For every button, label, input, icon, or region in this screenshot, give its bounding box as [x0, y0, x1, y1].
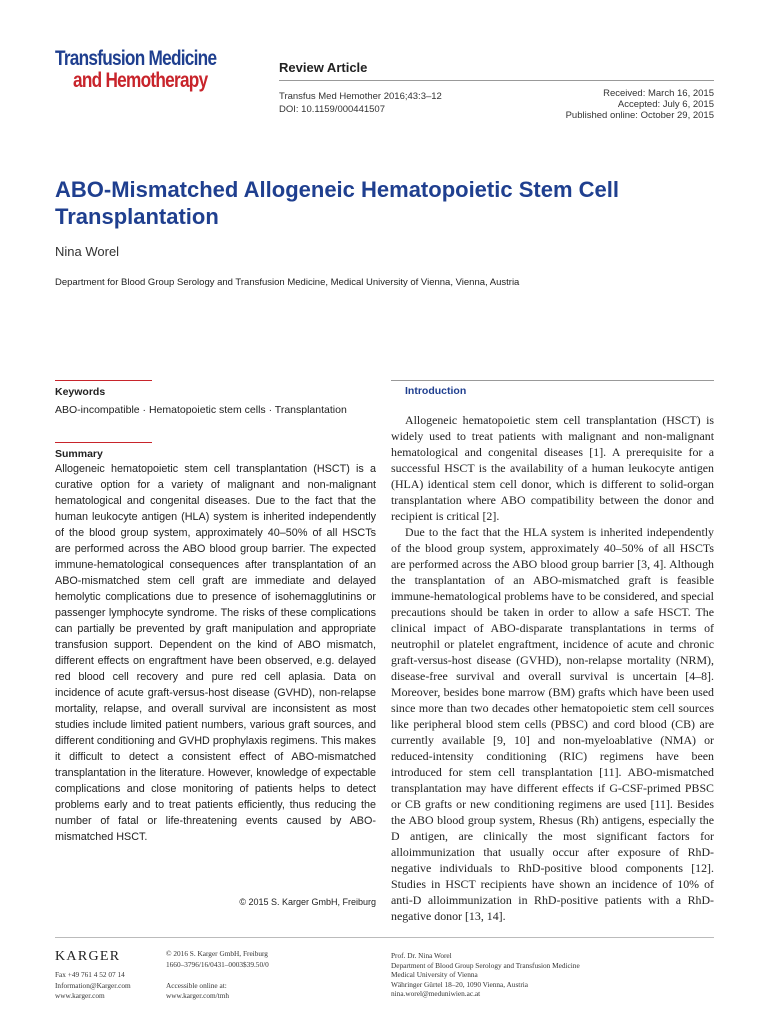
- correspondence-name: Prof. Dr. Nina Worel: [391, 951, 452, 960]
- summary-text: Allogeneic hematopoietic stem cell transplantation (HSCT) is a curative option for a variety of malignant and non-malignant hematological and congenital diseases. Due to the fact that the human leukocyte antigen (HLA) system is inherited independently of the blood group system, approximately 40–50% of all HSCTs are performed across the ABO blood group barrier. The expected immune-hematological consequences after transplantation of an ABO-mismatched stem cell graft are immediate and delayed hemolytic complications due to presence of isohemagglutinins or passenger lymphocyte syndrome. The risks of these complications can partially be prevented by graft manipulation and appropriate transfusion support. Dependent on the kind of ABO mismatch, different effects on engraftment have been observed, e.g. delayed red blood cell recovery and pure red cell aplasia. Data on incidence of acute graft-versus-host disease (GVHD), non-relapse mortality, relapse, and overall survival are inconsistent as most studies include limited patient numbers, various graft sources, and different conditioning and GVHD prophylaxis regimens. This makes it difficult to detect a consistent effect of ABO-mismatched transplantation in the literature. However, knowledge of expectable complications and close monitoring of patients helps to detect problems early and to treat patients efficiently, thus reducing the number of fatal or life-threatening events caused by ABO-mismatched HSCT.: [55, 463, 376, 843]
- correspondence-university: Medical University of Vienna: [391, 970, 478, 980]
- karger-logo: KARGER: [55, 949, 121, 964]
- received-date: Received: March 16, 2015: [603, 88, 714, 99]
- published-date: Published online: October 29, 2015: [565, 110, 714, 121]
- correspondence-department: Department of Blood Group Serology and Transfusion Medicine: [391, 960, 580, 970]
- publisher-email[interactable]: Information@Karger.com: [55, 980, 131, 990]
- author-name: Nina Worel: [55, 244, 120, 259]
- footer-divider: [55, 937, 714, 938]
- introduction-paragraph-1: Allogeneic hematopoietic stem cell transplantation (HSCT) is widely used to treat patients with malignant and non-malignant hematological and congenital diseases [1]. A prerequisite for a successful HSCT is the availability of a human leukocyte antigen (HLA) identical stem cell donor, which is different to solid-organ transplantation where ABO compatibility between the donor and recipient is critical [2].: [391, 413, 714, 523]
- keywords-text: ABO-incompatible · Hematopoietic stem cells · Transplantation: [55, 404, 347, 416]
- summary-heading: Summary: [55, 448, 103, 460]
- introduction-paragraph-2: Due to the fact that the HLA system is inherited independently of the blood group system, approximately 40–50% of all HSCTs are performed across the ABO blood group barrier [3, 4]. Although the transplantation of an ABO-mismatched graft is feasible immune-hematological problems have to be considered, and special precautions should be taken in order to allow a safe HSCT. The clinical impact of ABO-disparate transplantations in terms of neutrophil or platelet engraftment, incidence of acute and chronic graft-versus-host disease (GVHD), non-relapse mortality (NRM), disease-free survival and overall survival is uncertain [4–8]. Moreover, besides bone marrow (BM) grafts which have been used since more than two decades other hematopoietic stem cell sources like peripheral blood stem cells (PBSC) and cord blood (CB) are currently available [9, 10] and non-myeloablative (NMA) or reduced-intensity conditioning (RIC) regimens have been introduced for stem cell transplantation [11]. ABO-mismatched transplantation may have different effects if G-CSF-primed PBSC or CB grafts or new conditioning regimens are used [11]. Besides the ABO blood group system, Rhesus (Rh) antigens, especially the D antigen, are clinically the most significant factors for alloimmunization that usually occur after exposure of RhD-negative individuals to RhD-positive blood components [12]. Studies in HSCT recipients have shown an incidence of 10% of anti-D alloimmunization in RhD-positive patients with a RhD-negative donor [13, 14].: [391, 525, 714, 923]
- publisher-website[interactable]: www.karger.com: [55, 991, 105, 1000]
- introduction-body: [391, 412, 714, 924]
- article-type: Review Article: [279, 60, 368, 75]
- article-title: ABO-Mismatched Allogeneic Hematopoietic Stem Cell Transplantation: [55, 177, 619, 229]
- footer-copyright: © 2016 S. Karger GmbH, Freiburg: [166, 949, 268, 958]
- header-divider: [279, 80, 714, 81]
- citation: Transfus Med Hemother 2016;43:3–12: [279, 91, 442, 102]
- accessible-url[interactable]: www.karger.com/tmh: [166, 991, 230, 1000]
- keywords-heading: Keywords: [55, 386, 106, 398]
- keywords-rule: [55, 380, 152, 381]
- publisher-fax: Fax +49 761 4 52 07 14: [55, 970, 125, 979]
- issn: 1660–3796/16/0431–0003$39.50/0: [166, 959, 269, 969]
- correspondence-street: Währinger Gürtel 18–20, 1090 Vienna, Austria: [391, 979, 529, 989]
- publication-dates: [566, 88, 714, 121]
- accessible-label: Accessible online at:: [166, 980, 227, 990]
- publisher-contact: [55, 970, 131, 1002]
- journal-logo-line2: and Hemotherapy: [73, 69, 208, 92]
- summary-copyright: © 2015 S. Karger GmbH, Freiburg: [239, 897, 376, 907]
- author-affiliation: Department for Blood Group Serology and Transfusion Medicine, Medical University of Vienna, Vienna, Austria: [55, 277, 520, 288]
- summary-rule: [55, 442, 152, 443]
- correspondence-address: [391, 951, 580, 999]
- journal-logo-line1: Transfusion Medicine: [55, 47, 217, 70]
- accepted-date: Accepted: July 6, 2015: [617, 99, 714, 110]
- doi-link[interactable]: DOI: 10.1159/000441507: [279, 104, 385, 115]
- introduction-rule: [391, 380, 714, 381]
- journal-logo: [55, 48, 215, 92]
- publication-info: [166, 949, 269, 1002]
- citation-block: [279, 90, 442, 116]
- introduction-heading: Introduction: [405, 385, 467, 397]
- correspondence-email[interactable]: nina.worel@meduniwien.ac.at: [391, 989, 481, 999]
